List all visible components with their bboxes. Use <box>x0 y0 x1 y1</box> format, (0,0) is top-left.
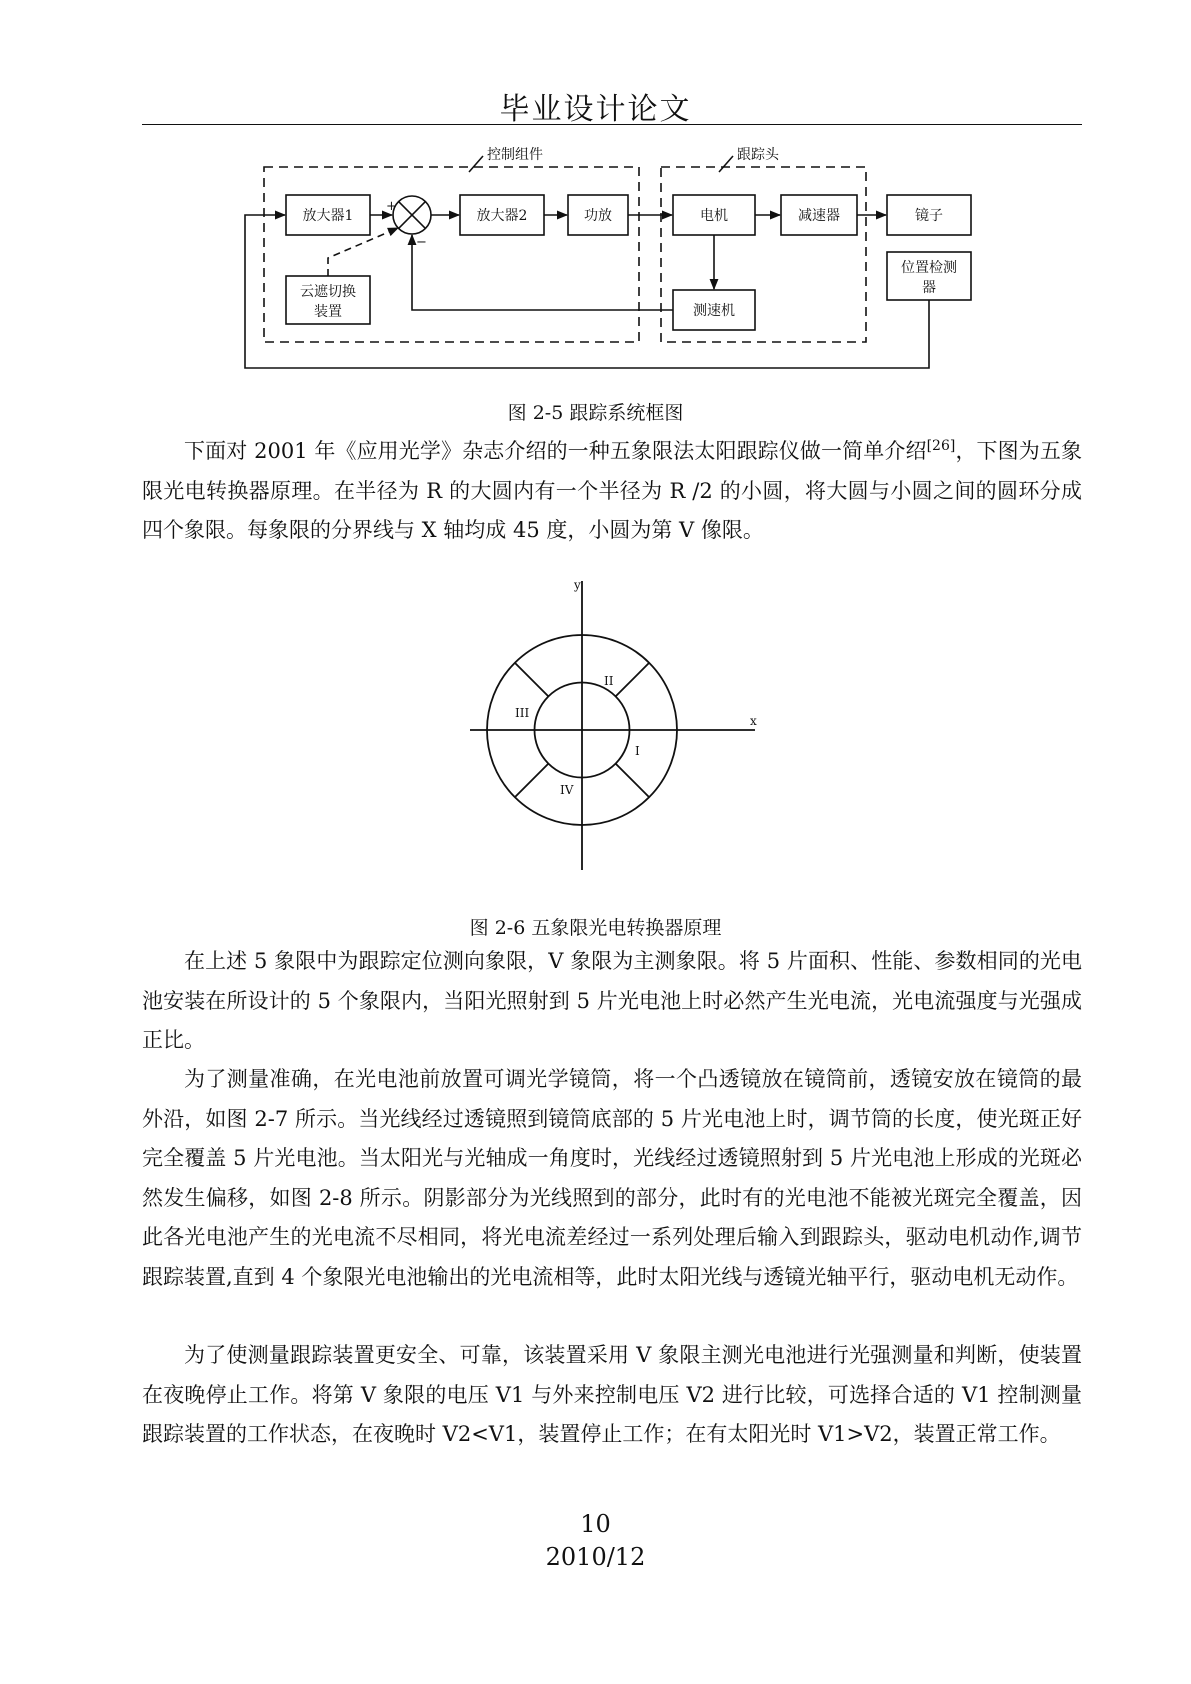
intro-text-after: ，下图为五象限光电转换器原理。在半径为 R 的大圆内有一个半径为 R /2 的小圆，将大圆与小圆之间的圆环分成四个象限。每象限的分界线与 X 轴均成 45 度，小圆为第 V 像限。 <box>142 439 1082 542</box>
citation-26: [26] <box>926 438 956 454</box>
tracking-group-label: 跟踪头 <box>737 147 779 163</box>
quadrant-2-label: II <box>604 674 614 688</box>
page-number: 10 <box>580 1510 611 1538</box>
footer-date: 2010/12 <box>545 1543 646 1571</box>
paragraph-1: 在上述 5 象限中为跟踪定位测向象限，V 象限为主测象限。将 5 片面积、性能、参数相同的光电池安装在所设计的 5 个象限内，当阳光照射到 5 片光电池上时必然产生光电流，光电流强度与光强成正比。 <box>142 949 1082 1052</box>
intro-paragraph <box>142 427 1082 551</box>
y-axis-label: y <box>574 578 581 592</box>
quadrant-3-label: III <box>515 706 530 720</box>
intro-text: 下面对 2001 年《应用光学》杂志介绍的一种五象限法太阳跟踪仪做一简单介绍 <box>184 439 927 463</box>
amplifier-1-label: 放大器1 <box>302 208 354 224</box>
tachometer-label: 测速机 <box>693 303 735 319</box>
control-group-label: 控制组件 <box>487 147 543 163</box>
quadrant-1-label: I <box>635 744 640 758</box>
paragraph-3: 为了使测量跟踪装置更安全、可靠，该装置采用 V 象限主测光电池进行光强测量和判断，使装置在夜晚停止工作。将第 V 象限的电压 V1 与外来控制电压 V2 进行比较，可选择合适的 V1 控制测量跟踪装置的工作状态，在夜晚时 V2<V1，装置停止工作；在有太阳光时 V1>V2，装置正常工作。 <box>142 1343 1082 1446</box>
figure-2-6-quadrant-diagram <box>460 575 760 875</box>
quadrant-4-label: IV <box>560 783 574 797</box>
tracking-group-box <box>661 167 866 342</box>
figure-2-6-caption: 图 2-6 五象限光电转换器原理 <box>469 917 722 939</box>
figure-2-5-block-diagram <box>0 0 1191 400</box>
motor-label: 电机 <box>700 208 728 224</box>
sum-minus-sign: − <box>416 235 427 250</box>
figure-2-5-caption: 图 2-5 跟踪系统框图 <box>507 402 684 424</box>
page-header-title: 毕业设计论文 <box>499 92 692 127</box>
reducer-label: 减速器 <box>798 208 840 224</box>
mirror-label: 镜子 <box>915 208 943 224</box>
sum-plus-sign: + <box>386 199 397 214</box>
position-detector-label-line2: 器 <box>922 280 936 296</box>
x-axis-label: x <box>750 714 757 728</box>
paragraph-2: 为了测量准确，在光电池前放置可调光学镜筒，将一个凸透镜放在镜筒前，透镜安放在镜筒的最外沿，如图 2-7 所示。当光线经过透镜照到镜筒底部的 5 片光电池上时，调节筒的长度，使光斑正好完全覆盖 5 片光电池。当太阳光与光轴成一角度时，光线经过透镜照射到 5 片光电池上形成的光斑必然发生偏移，如图 2-8 所示。阴影部分为光线照到的部分，此时有的光电池不能被光斑完全覆盖，因此各光电池产生的光电流不尽相同，将光电流差经过一系列处理后输入到跟踪头，驱动电机动作,调节跟踪装置,直到 4 个象限光电池输出的光电流相等，此时太阳光线与透镜光轴平行，驱动电机无动作。 <box>142 1067 1082 1289</box>
position-detector-label-line1: 位置检测 <box>901 260 957 276</box>
cloud-switch-label-line2: 装置 <box>314 304 342 320</box>
cloud-switch-label-line1: 云遮切换 <box>300 284 356 300</box>
power-amp-label: 功放 <box>584 208 612 224</box>
amplifier-2-label: 放大器2 <box>476 208 528 224</box>
